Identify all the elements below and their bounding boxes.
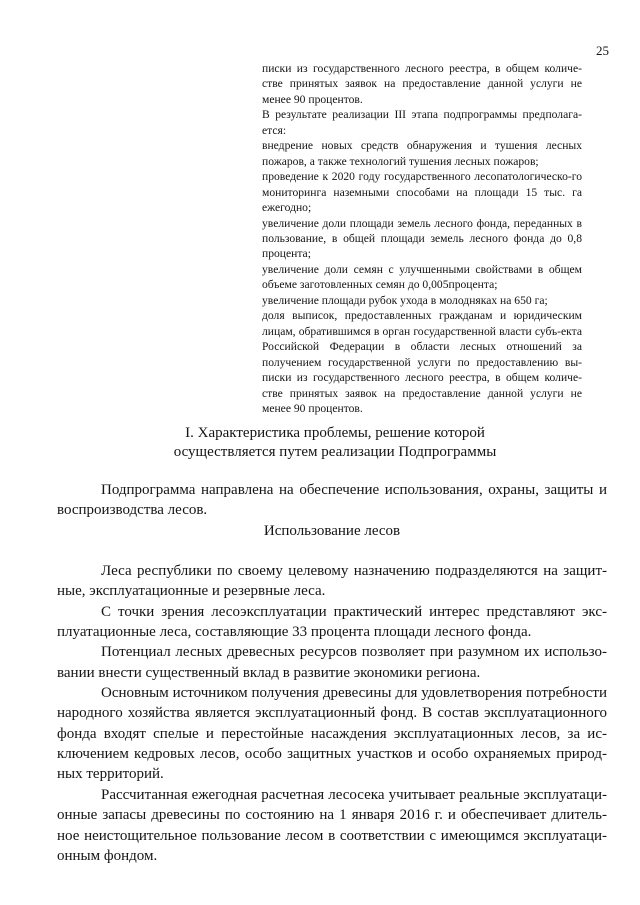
body-paragraph: Рассчитанная ежегодная расчетная лесосека учитывает реальные эксплуатаци-онные запасы древесины по состоянию на 1 января 2016 г. и обеспечивает длитель-ное неистощительное пользование лесом в соответствии с имеющимся эксплуатаци-онным фондом.: [57, 786, 607, 864]
section-title-line: I. Характеристика проблемы, решение которой: [185, 425, 485, 441]
table-cell-text: [262, 61, 582, 416]
section-body: [57, 480, 607, 866]
page-number: 25: [596, 43, 609, 58]
cell-paragraph: увеличение доли семян с улучшенными свойствами в общем объеме заготовленных семян до 0,005процента;: [262, 262, 582, 292]
cell-paragraph: проведение к 2020 году государственного лесопатологическо-го мониторинга наземными способами на площади 15 тыс. га ежегодно;: [262, 170, 582, 215]
section-title: [100, 424, 570, 462]
cell-paragraph: писки из государственного лесного реестра, в общем количе-стве принятых заявок на предоставление данной услуги не менее 90 процентов.: [262, 62, 582, 106]
body-paragraph: Основным источником получения древесины для удовлетворения потребности народного хозяйства является эксплуатационный фонд. В состав эксплуатационного фонда входят спелые и перестойные насаждения эксплуатационных лесов, за ис-ключением кедровых лесов, особо защитных участков и особо охраняемых природ-ных территорий.: [57, 685, 607, 783]
subheading: Использование лесов: [263, 522, 401, 539]
cell-paragraph: внедрение новых средств обнаружения и тушения лесных пожаров, а также технологий тушения лесных пожаров;: [262, 139, 582, 168]
body-paragraph: С точки зрения лесоэксплуатации практический интерес представляют экс-плуатационные леса, составляющие 33 процента площади лесного фонда.: [57, 603, 607, 641]
body-paragraph: Леса республики по своему целевому назначению подразделяются на защит-ные, эксплуатационные и резервные леса.: [57, 563, 607, 600]
cell-paragraph: увеличение доли площади земель лесного фонда, переданных в пользование, в общей площади земель лесного фонда до 0,8 процента;: [262, 216, 582, 261]
cell-paragraph: В результате реализации III этапа подпрограммы предполага-ется:: [262, 108, 582, 137]
cell-paragraph: доля выписок, предоставленных гражданам и юридическим лицам, обратившимся в орган государственной власти субъ-екта Российской Федерации в области лесных отношений за получением государственной услуги по предоставлению вы-писки из государственного лесного реестра, в общем количе-стве принятых заявок на предоставление данной услуги не менее 90 процентов.: [262, 309, 582, 415]
cell-paragraph: увеличение площади рубок ухода в молодняках на 650 га;: [262, 293, 548, 307]
section-title-line: осуществляется путем реализации Подпрограммы: [173, 444, 497, 460]
body-paragraph: Потенциал лесных древесных ресурсов позволяет при разумном их использо-вании внести существенный вклад в развитие экономики региона.: [57, 644, 607, 681]
intro-paragraph: Подпрограмма направлена на обеспечение использования, охраны, защиты и воспроизводства лесов.: [57, 482, 607, 519]
